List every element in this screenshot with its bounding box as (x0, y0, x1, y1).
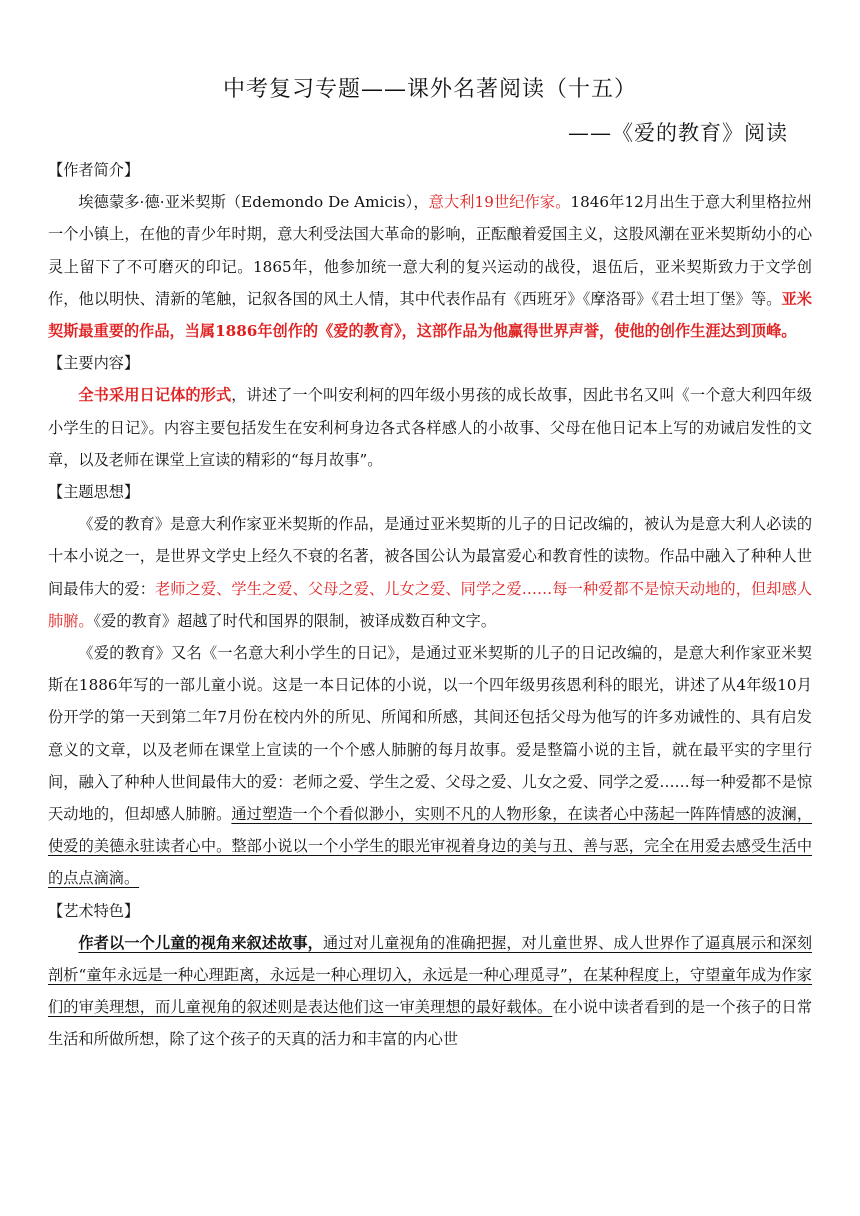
page-title: 中考复习专题——课外名著阅读（十五） (222, 77, 637, 102)
theme-paragraph-1 (48, 508, 812, 637)
art-text: 在小说中读者看到的是一个孩子的日常生活和所做所想，除了这个孩子的天真的活力和丰富的内心世 (48, 998, 813, 1049)
content-text: ，讲述了一个叫安利柯的四年级小男孩的成长故事，因此书名又叫《一个意大利四年级小学生的日记》。内容主要包括发生在安利柯身边各式各样感人的小故事、父母在他日记本上写的劝诫启发性的文章，以及老师在课堂上宣读的精彩的“每月故事”。 (48, 386, 813, 469)
theme-underlined: 通过塑造一个个看似渺小，实则不凡的人物形象，在读者心中荡起一阵阵情感的波澜，使爱的美德永驻读者心中。整部小说以一个小学生的眼光审视着身边的美与丑、善与恶，完全在用爱去感受生活中的点点滴滴。 (48, 805, 813, 888)
section-heading-theme: 【主题思想】 (48, 483, 140, 502)
section-heading-author: 【作者简介】 (48, 161, 140, 179)
page-subtitle: ——《爱的教育》阅读 (568, 121, 788, 145)
art-paragraph (48, 927, 812, 1056)
author-highlight-1: 意大利19世纪作家。 (428, 193, 571, 212)
theme-paragraph-2 (48, 637, 812, 895)
theme-text-2: 《爱的教育》超越了时代和国界的限制，被译成数百种文字。 (93, 611, 497, 630)
content-paragraph (48, 379, 812, 476)
section-heading-art: 【艺术特色】 (48, 901, 140, 920)
art-underlined: 通过对儿童视角的准确把握，对儿童世界、成人世界作了逼真展示和深刻剖析“童年永远是一种心理距离，永远是一种心理切入，永远是一种心理觅寻”，在某种程度上，守望童年成为作家们的审美理想，而儿童视角的叙述则是表达他们这一审美理想的最好载体。 (48, 933, 813, 1017)
author-highlight-2: 亚米契斯最重要的作品，当属1886年创作的《爱的教育》，这部作品为他赢得世界声誉，使他的创作生涯达到顶峰。 (48, 289, 812, 341)
document-body (48, 154, 812, 1056)
art-bold-underlined: 作者以一个儿童的视角来叙述故事， (78, 933, 323, 952)
section-heading-content: 【主要内容】 (48, 354, 140, 373)
theme-text-3: 《爱的教育》又名《一名意大利小学生的日记》，是通过亚米契斯的儿子的日记改编的，是意大利作家亚米契斯在1886年写的一部儿童小说。这是一本日记体的小说，以一个四年级男孩恩利科的眼光，讲述了从4年级10月份开学的第一天到第二年7月份在校内外的所见、所闻和所感，其间还包括父母为他写的许多劝诫性的、具有启发意义的文章，以及老师在课堂上宣读的一个个感人肺腑的每月故事。爱是整篇小说的主旨，就在最平实的字里行间，融入了种种人世间最伟大的爱：老师之爱、学生之爱、父母之爱、儿女之爱、同学之爱……每一种爱都不是惊天动地的，但却感人肺腑。 (48, 644, 812, 824)
theme-text-1: 《爱的教育》是意大利作家亚米契斯的作品，是通过亚米契斯的儿子的日记改编的，被认为是意大利人必读的十本小说之一，是世界文学史上经久不衰的名著，被各国公认为最富爱心和教育性的读物。作品中融入了种种人世间最伟大的爱： (48, 515, 812, 598)
author-paragraph (48, 186, 812, 347)
content-highlight: 全书采用日记体的形式 (78, 386, 232, 405)
theme-highlight: 老师之爱、学生之爱、父母之爱、儿女之爱、同学之爱……每一种爱都不是惊天动地的，但却感人肺腑。 (48, 579, 813, 630)
author-text-2: 1846年12月出生于意大利里格拉州一个小镇上，在他的青少年时期，意大利受法国大革命的影响，正酝酿着爱国主义，这股风潮在亚米契斯幼小的心灵上留下了不可磨灭的印记。1865年，他参加统一意大利的复兴运动的战役，退伍后，亚米契斯致力于文学创作，他以明快、清新的笔触，记叙各国的风土人情，其中代表作品有《西班牙》《摩洛哥》《君士坦丁堡》等。 (48, 193, 812, 308)
author-text-1: 埃德蒙多·德·亚米契斯（Edemondo De Amicis）， (78, 193, 429, 212)
